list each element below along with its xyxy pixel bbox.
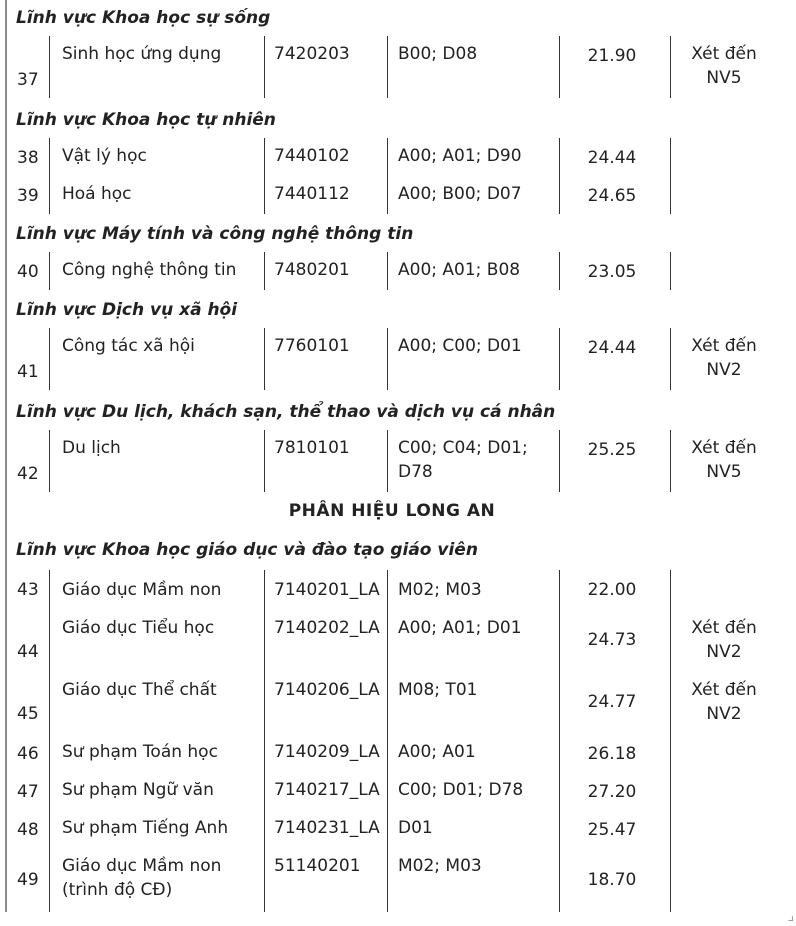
row-number: 43 bbox=[17, 580, 39, 600]
row-number: 41 bbox=[17, 362, 39, 382]
major-name: Công nghệ thông tin bbox=[62, 260, 237, 280]
subject-combination: M08; T01 bbox=[398, 680, 478, 700]
table-row bbox=[0, 36, 790, 98]
table-row bbox=[0, 734, 790, 772]
row-number: 45 bbox=[17, 704, 39, 724]
cutoff-score: 24.73 bbox=[587, 630, 637, 650]
major-name: Sinh học ứng dụng bbox=[62, 44, 222, 64]
major-name: Sư phạm Tiếng Anh bbox=[62, 818, 229, 838]
section-heading: Lĩnh vực Khoa học sự sống bbox=[16, 8, 271, 28]
cutoff-score: 21.90 bbox=[587, 46, 637, 66]
row-number: 38 bbox=[17, 148, 39, 168]
row-number: 42 bbox=[17, 464, 39, 484]
row-number: 40 bbox=[17, 262, 39, 282]
section-heading: Lĩnh vực Khoa học giáo dục và đào tạo giáo viên bbox=[16, 540, 478, 560]
major-code: 51140201 bbox=[274, 856, 361, 876]
subject-combination: B00; D08 bbox=[398, 44, 478, 64]
note: Xét đến NV5 bbox=[691, 44, 757, 88]
cutoff-score: 24.65 bbox=[587, 186, 637, 206]
row-number: 49 bbox=[17, 870, 39, 890]
major-code: 7140209_LA bbox=[274, 742, 380, 762]
major-name: Giáo dục Mầm non (trình độ CĐ) bbox=[62, 856, 222, 900]
cutoff-score: 25.47 bbox=[587, 820, 637, 840]
subject-combination: M02; M03 bbox=[398, 856, 482, 876]
major-name: Công tác xã hội bbox=[62, 336, 195, 356]
table-row bbox=[0, 328, 790, 390]
cutoff-score: 27.20 bbox=[587, 782, 637, 802]
cutoff-score: 26.18 bbox=[587, 744, 637, 764]
row-number: 37 bbox=[17, 70, 39, 90]
major-name: Hoá học bbox=[62, 184, 132, 204]
subject-combination: D01 bbox=[398, 818, 433, 838]
major-name: Sư phạm Ngữ văn bbox=[62, 780, 214, 800]
major-code: 7140217_LA bbox=[274, 780, 380, 800]
table-row bbox=[0, 848, 790, 912]
major-name: Vật lý học bbox=[62, 146, 147, 166]
major-code: 7420203 bbox=[274, 44, 350, 64]
major-code: 7810101 bbox=[274, 438, 350, 458]
major-code: 7140202_LA bbox=[274, 618, 380, 638]
cutoff-score: 23.05 bbox=[587, 262, 637, 282]
major-name: Du lịch bbox=[62, 438, 121, 458]
table-row bbox=[0, 252, 790, 290]
row-number: 48 bbox=[17, 820, 39, 840]
row-number: 44 bbox=[17, 642, 39, 662]
major-code: 7440102 bbox=[274, 146, 350, 166]
major-code: 7140201_LA bbox=[274, 580, 380, 600]
major-code: 7140206_LA bbox=[274, 680, 380, 700]
row-number: 39 bbox=[17, 186, 39, 206]
table-row bbox=[0, 672, 790, 734]
section-heading: Lĩnh vực Máy tính và công nghệ thông tin bbox=[16, 224, 414, 244]
row-number: 47 bbox=[17, 782, 39, 802]
section-heading: Lĩnh vực Du lịch, khách sạn, thể thao và dịch vụ cá nhân bbox=[16, 402, 556, 422]
note: Xét đến NV2 bbox=[691, 618, 757, 662]
major-name: Giáo dục Thể chất bbox=[62, 680, 217, 700]
subject-combination: A00; A01; D01 bbox=[398, 618, 522, 638]
cutoff-score: 18.70 bbox=[587, 870, 637, 890]
resize-handle-icon[interactable]: ⌟ bbox=[787, 908, 794, 924]
subject-combination: A00; A01 bbox=[398, 742, 476, 762]
table-row bbox=[0, 810, 790, 848]
cutoff-score: 25.25 bbox=[587, 440, 637, 460]
major-code: 7480201 bbox=[274, 260, 350, 280]
major-name: Sư phạm Toán học bbox=[62, 742, 218, 762]
cutoff-score: 24.44 bbox=[587, 148, 637, 168]
subject-combination: A00; C00; D01 bbox=[398, 336, 522, 356]
subject-combination: C00; C04; D01; D78 bbox=[398, 438, 528, 482]
table-row bbox=[0, 430, 790, 492]
cutoff-score: 24.77 bbox=[587, 692, 637, 712]
subject-combination: M02; M03 bbox=[398, 580, 482, 600]
table-row bbox=[0, 570, 790, 610]
table-row bbox=[0, 772, 790, 810]
campus-heading: PHÂN HIỆU LONG AN bbox=[288, 501, 496, 521]
major-name: Giáo dục Mầm non bbox=[62, 580, 222, 600]
cutoff-score: 24.44 bbox=[587, 338, 637, 358]
cutoff-score: 22.00 bbox=[587, 580, 637, 600]
row-number: 46 bbox=[17, 744, 39, 764]
major-code: 7760101 bbox=[274, 336, 350, 356]
note: Xét đến NV2 bbox=[691, 680, 757, 724]
subject-combination: A00; B00; D07 bbox=[398, 184, 522, 204]
note: Xét đến NV5 bbox=[691, 438, 757, 482]
major-name: Giáo dục Tiểu học bbox=[62, 618, 215, 638]
note: Xét đến NV2 bbox=[691, 336, 757, 380]
table-row bbox=[0, 138, 790, 176]
major-code: 7440112 bbox=[274, 184, 350, 204]
table-row bbox=[0, 610, 790, 672]
table-row bbox=[0, 176, 790, 214]
section-heading: Lĩnh vực Dịch vụ xã hội bbox=[16, 300, 238, 320]
subject-combination: A00; A01; D90 bbox=[398, 146, 522, 166]
section-heading: Lĩnh vực Khoa học tự nhiên bbox=[16, 110, 276, 130]
subject-combination: C00; D01; D78 bbox=[398, 780, 524, 800]
subject-combination: A00; A01; B08 bbox=[398, 260, 521, 280]
major-code: 7140231_LA bbox=[274, 818, 380, 838]
